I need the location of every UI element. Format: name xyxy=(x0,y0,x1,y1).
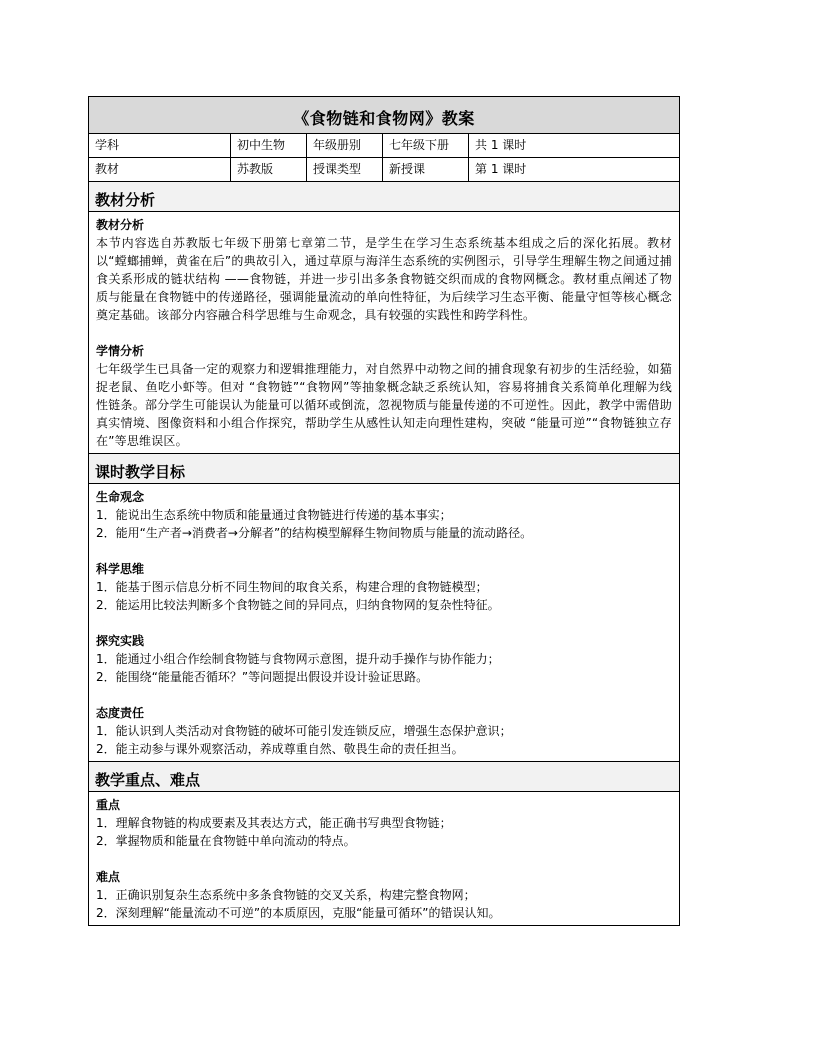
subheading-inquiry-practice: 探究实践 xyxy=(96,634,145,648)
grade-label: 年级册别 xyxy=(307,134,383,157)
list-item: 1．能基于图示信息分析不同生物间的取食关系，构建合理的食物链模型； xyxy=(96,580,488,594)
section-heading-analysis: 教材分析 xyxy=(89,182,679,212)
lesson-type-value: 新授课 xyxy=(383,158,469,181)
list-item: 2．能围绕“能量能否循环？”等问题提出假设并设计验证思路。 xyxy=(96,670,429,684)
section-body-keypoints xyxy=(89,792,679,925)
subheading-life-concept: 生命观念 xyxy=(96,490,145,504)
grade-value: 七年级下册 xyxy=(383,134,469,157)
subheading-attitude-responsibility: 态度责任 xyxy=(96,706,145,720)
section-body-goals xyxy=(89,484,679,762)
list-item: 2．能用“生产者→消费者→分解者”的结构模型解释生物间物质与能量的流动路径。 xyxy=(96,526,533,540)
subheading-student-analysis: 学情分析 xyxy=(96,344,145,358)
info-row-subject xyxy=(89,134,679,158)
lesson-type-label: 授课类型 xyxy=(307,158,383,181)
list-item: 1．能说出生态系统中物质和能量通过食物链进行传递的基本事实； xyxy=(96,508,452,522)
list-item: 1．理解食物链的构成要素及其表达方式，能正确书写典型食物链； xyxy=(96,816,452,830)
paragraph-textbook-analysis: 本节内容选自苏教版七年级下册第七章第二节，是学生在学习生态系统基本组成之后的深化拓展。教材以“螳螂捕蝉，黄雀在后”的典故引入，通过草原与海洋生态系统的实例图示，引导学生理解生物之间通过捕食关系形成的链状结构 ——食物链，并进一步引出多条食物链交织而成的食物网概念。教材重点阐述了物质与能量在食物链中的传递路径，强调能量流动的单向性特征，为后续学习生态平衡、能量守恒等核心概念奠定基础。该部分内容融合科学思维与生命观念，具有较强的实践性和跨学科性。 xyxy=(96,236,672,322)
total-periods: 共 1 课时 xyxy=(475,138,527,152)
list-item: 1．能认识到人类活动对食物链的破坏可能引发连锁反应，增强生态保护意识； xyxy=(96,724,512,738)
list-item: 2．掌握物质和能量在食物链中单向流动的特点。 xyxy=(96,834,356,848)
list-item: 1．能通过小组合作绘制食物链与食物网示意图，提升动手操作与协作能力； xyxy=(96,652,500,666)
subject-value: 初中生物 xyxy=(231,134,307,157)
textbook-label: 教材 xyxy=(89,158,231,181)
subheading-difficult-points: 难点 xyxy=(96,870,121,884)
lesson-plan-table xyxy=(88,96,680,926)
list-item: 2．深刻理解“能量流动不可逆”的本质原因，克服“能量可循环”的错误认知。 xyxy=(96,906,501,920)
list-item: 1．正确识别复杂生态系统中多条食物链的交叉关系，构建完整食物网； xyxy=(96,888,476,902)
info-row-textbook xyxy=(89,158,679,182)
subheading-scientific-thinking: 科学思维 xyxy=(96,562,145,576)
section-heading-goals: 课时教学目标 xyxy=(89,454,679,484)
subheading-key-points: 重点 xyxy=(96,798,121,812)
section-heading-keypoints: 教学重点、难点 xyxy=(89,762,679,792)
paragraph-student-analysis: 七年级学生已具备一定的观察力和逻辑推理能力，对自然界中动物之间的捕食现象有初步的生活经验，如猫捉老鼠、鱼吃小虾等。但对 “食物链”“食物网”等抽象概念缺乏系统认知，容易将捕食关系简单化理解为线性链条。部分学生可能误认为能量可以循环或倒流，忽视物质与能量传递的不可逆性。因此，教学中需借助真实情境、图像资料和小组合作探究，帮助学生从感性认知走向理性建构，突破 “能量可逆”“食物链独立存在”等思维误区。 xyxy=(96,362,672,448)
subject-label: 学科 xyxy=(89,134,231,157)
textbook-value: 苏教版 xyxy=(231,158,307,181)
subheading-textbook-analysis: 教材分析 xyxy=(96,218,145,232)
current-period: 第 1 课时 xyxy=(475,162,527,176)
document-title: 《食物链和食物网》教案 xyxy=(89,97,679,134)
section-body-analysis xyxy=(89,212,679,454)
list-item: 2．能主动参与课外观察活动，养成尊重自然、敬畏生命的责任担当。 xyxy=(96,742,464,756)
list-item: 2．能运用比较法判断多个食物链之间的异同点，归纳食物网的复杂性特征。 xyxy=(96,598,500,612)
